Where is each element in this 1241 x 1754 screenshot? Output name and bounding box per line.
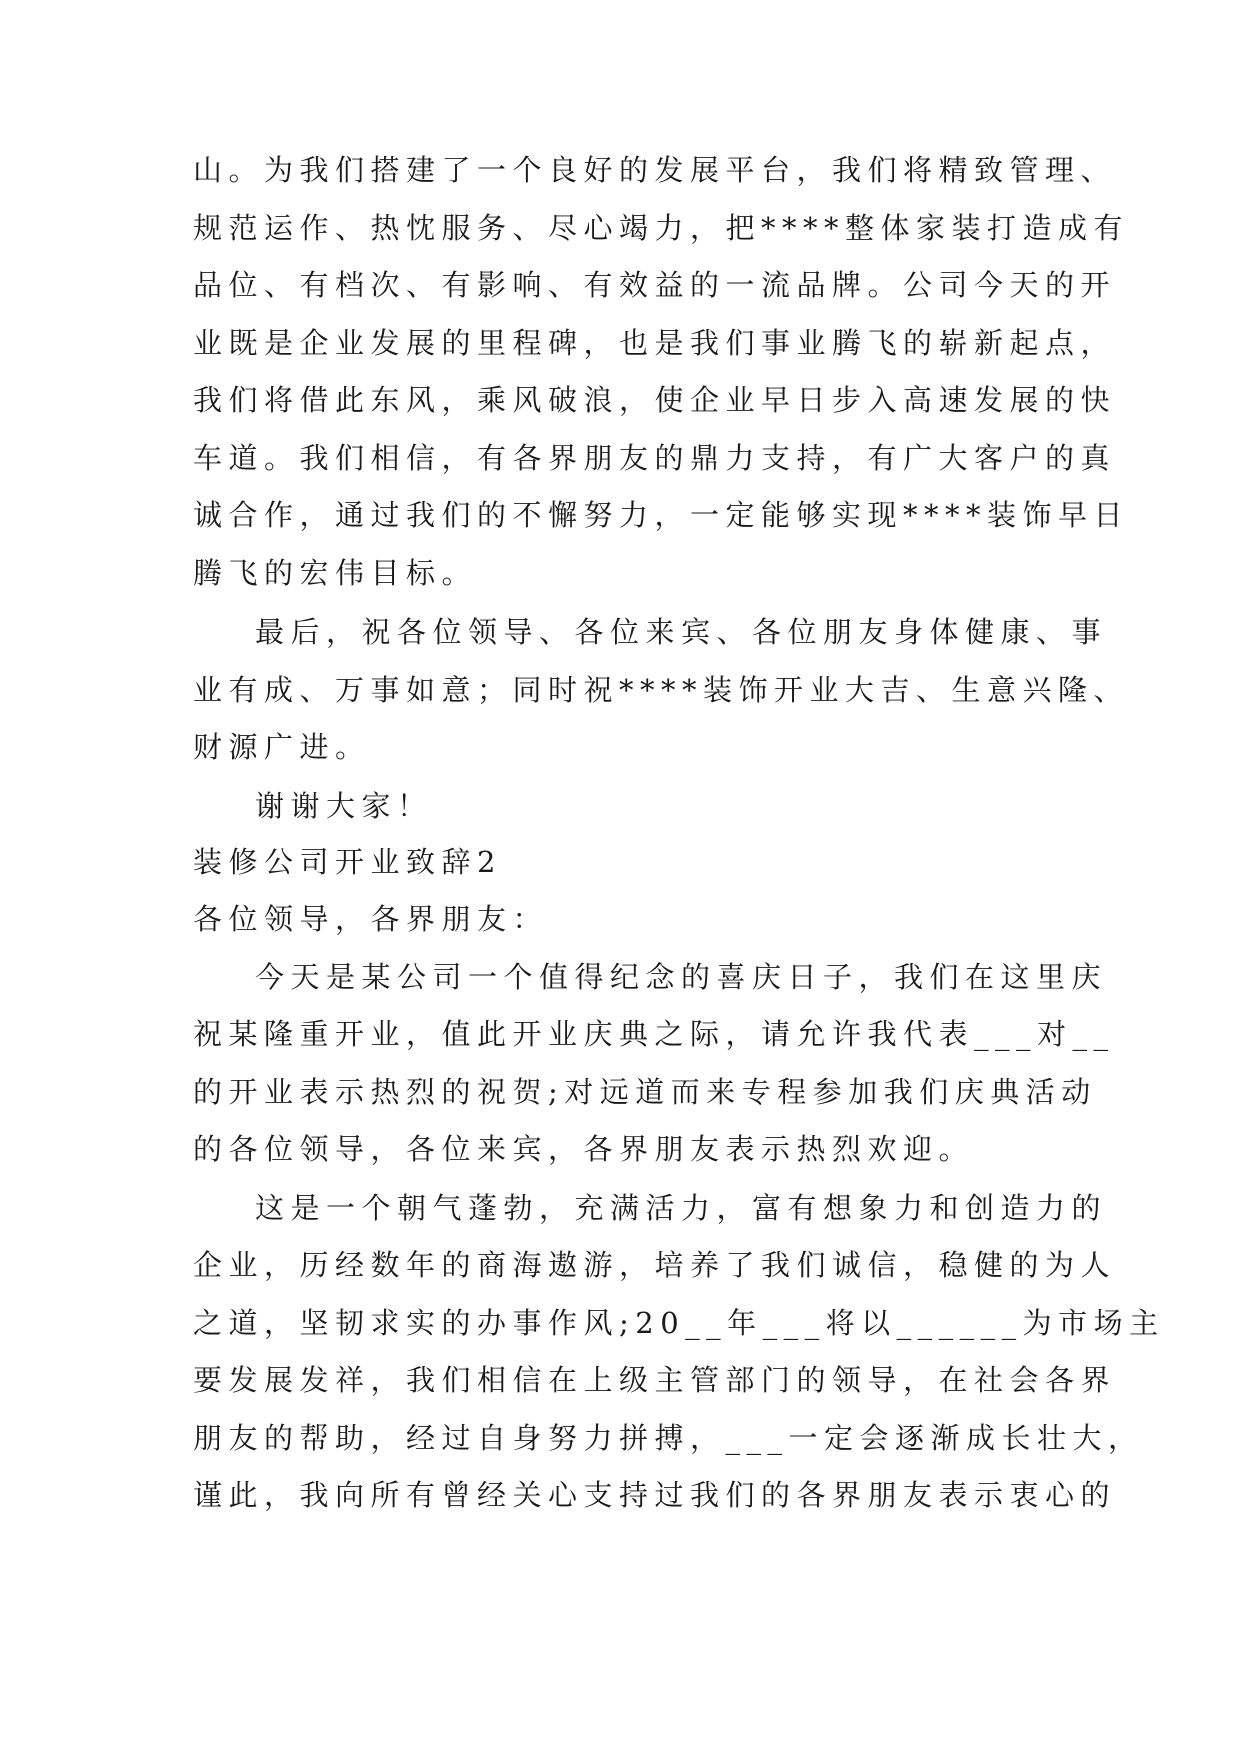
closing-thanks: 谢谢大家！: [255, 789, 433, 823]
text-line: 诚合作，通过我们的不懈努力，一定能够实现****装饰早日: [193, 498, 1130, 532]
text-line: 谨此，我向所有曾经关心支持过我们的各界朋友表示衷心的: [193, 1478, 1117, 1512]
text-line: 车道。我们相信，有各界朋友的鼎力支持，有广大客户的真: [193, 441, 1117, 475]
text-line: 的各位领导，各位来宾，各界朋友表示热烈欢迎。: [193, 1132, 975, 1166]
text-line: 我们将借此东风，乘风破浪，使企业早日步入高速发展的快: [193, 383, 1117, 417]
text-line: 企业，历经数年的商海遨游，培养了我们诚信，稳健的为人: [193, 1248, 1117, 1282]
text-line: 品位、有档次、有影响、有效益的一流品牌。公司今天的开: [193, 268, 1117, 302]
text-line: 山。为我们搭建了一个良好的发展平台，我们将精致管理、: [193, 153, 1117, 187]
text-line: 规范运作、热忱服务、尽心竭力，把****整体家装打造成有: [193, 211, 1130, 245]
paragraph-first-line: 今天是某公司一个值得纪念的喜庆日子，我们在这里庆: [255, 960, 1108, 994]
text-line: 业既是企业发展的里程碑，也是我们事业腾飞的崭新起点，: [193, 326, 1117, 360]
text-line: 腾飞的宏伟目标。: [193, 556, 478, 590]
text-line: 之道，坚韧求实的办事作风;20__年___将以______为市场主: [193, 1306, 1165, 1340]
text-line: 财源广进。: [193, 730, 371, 764]
text-line: 朋友的帮助，经过自身努力拼搏，___一定会逐渐成长壮大，: [193, 1421, 1144, 1455]
salutation: 各位领导，各界朋友：: [193, 902, 549, 936]
text-line: 的开业表示热烈的祝贺;对远道而来专程参加我们庆典活动: [193, 1075, 1097, 1109]
text-line: 要发展发祥，我们相信在上级主管部门的领导，在社会各界: [193, 1363, 1117, 1397]
paragraph-first-line: 最后，祝各位领导、各位来宾、各位朋友身体健康、事: [255, 615, 1108, 649]
text-line: 祝某隆重开业，值此开业庆典之际，请允许我代表___对__: [193, 1017, 1115, 1051]
paragraph-first-line: 这是一个朝气蓬勃，充满活力，富有想象力和创造力的: [255, 1191, 1108, 1225]
section-heading: 装修公司开业致辞2: [193, 845, 502, 879]
text-line: 业有成、万事如意；同时祝****装饰开业大吉、生意兴隆、: [193, 673, 1130, 707]
